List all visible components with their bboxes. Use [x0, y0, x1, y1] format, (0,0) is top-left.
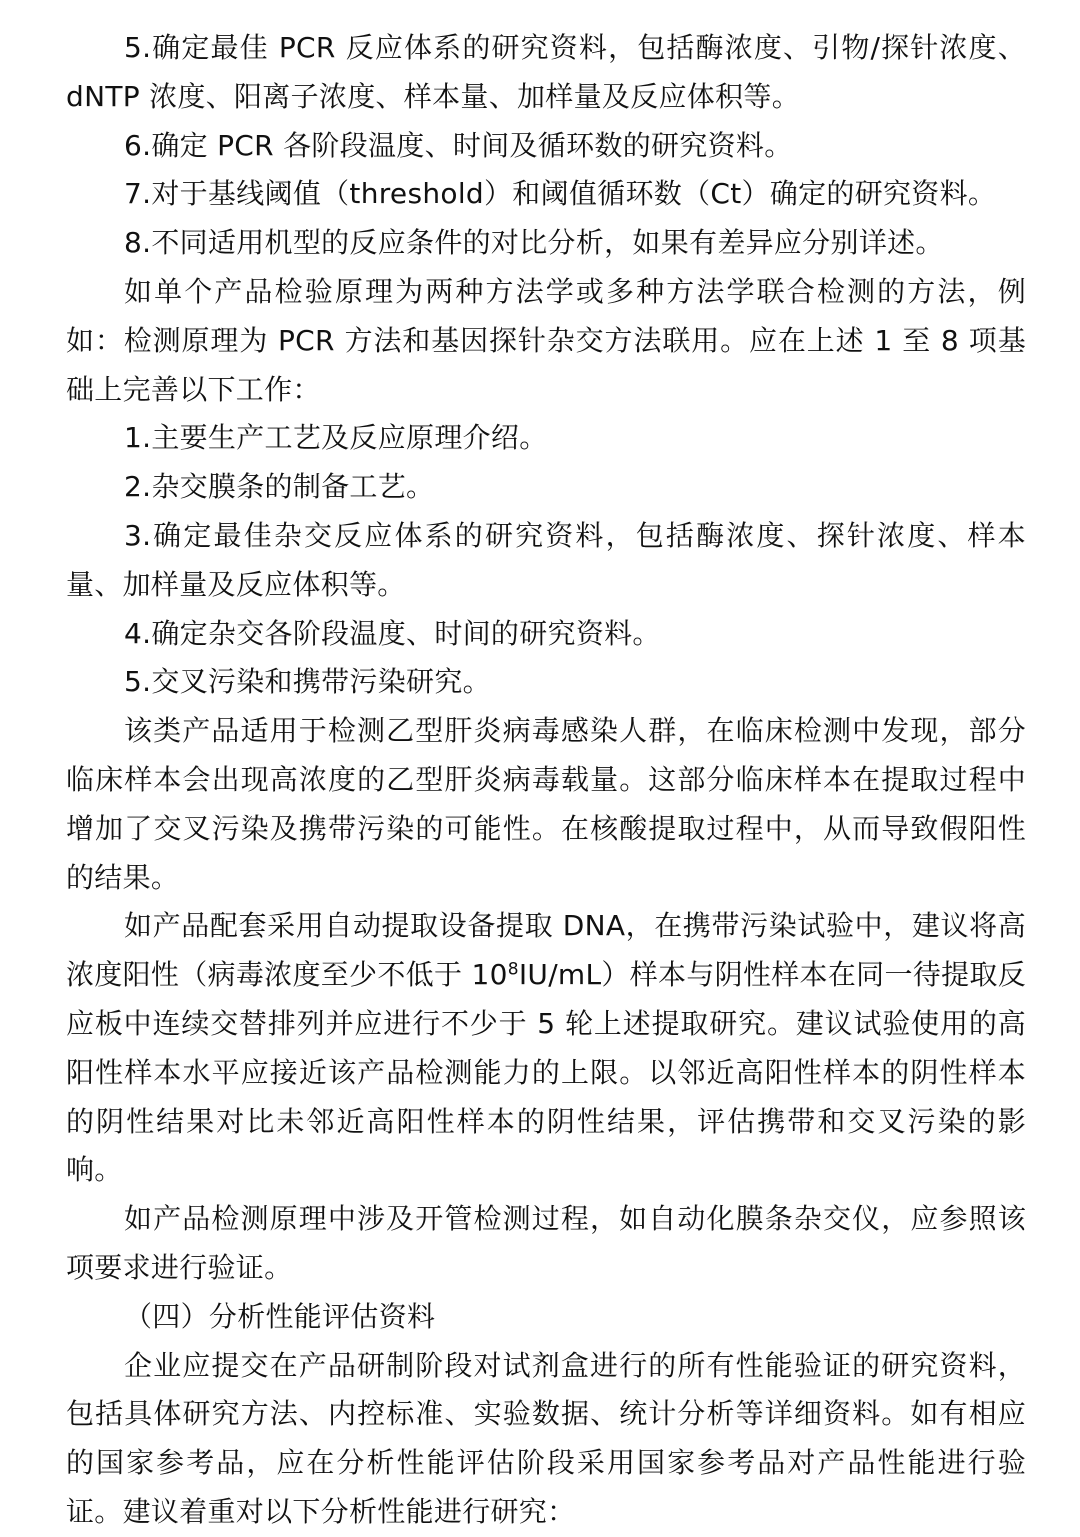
paragraph-pcr-reaction-system: 5.确定最佳 PCR 反应体系的研究资料，包括酶浓度、引物/探针浓度、dNTP 浓度、阳离子浓度、样本量、加样量及反应体积等。: [66, 31, 1026, 113]
paragraph-hbv-clinical-samples: 该类产品适用于检测乙型肝炎病毒感染人群，在临床检测中发现，部分临床样本会出现高浓度的乙型肝炎病毒载量。这部分临床样本在提取过程中增加了交叉污染及携带污染的可能性。在核酸提取过程中，从而导致假阳性的结果。: [66, 714, 1026, 894]
paragraph-hybridization-system: 3.确定最佳杂交反应体系的研究资料，包括酶浓度、探针浓度、样本量、加样量及反应体积等。: [66, 518, 1026, 601]
paragraph-performance-validation: 企业应提交在产品研制阶段对试剂盒进行的所有性能验证的研究资料，包括具体研究方法、内控标准、实验数据、统计分析等详细资料。如有相应的国家参考品，应在分析性能评估阶段采用国家参考品对产品性能进行验证。建议着重对以下分析性能进行研究：: [66, 1348, 1026, 1528]
carryover-text-after: IU/mL）样本与阴性样本在同一待提取反应板中连续交替排列并应进行不少于 5 轮上述提取研究。建议试验使用的高阳性样本水平应接近该产品检测能力的上限。以邻近高阳性样本的阴性样本的阴性结果对比未邻近高阳性样本的阴性结果，评估携带和交叉污染的影响。: [66, 958, 1026, 1187]
paragraph-membrane-preparation: 2.杂交膜条的制备工艺。: [124, 470, 435, 504]
paragraph-process-principle: 1.主要生产工艺及反应原理介绍。: [124, 421, 548, 455]
paragraph-contamination-study: 5.交叉污染和携带污染研究。: [124, 665, 491, 699]
exponent-superscript: 8: [507, 959, 519, 980]
paragraph-carryover-test: [66, 902, 1026, 1195]
paragraph-combined-methods: 如单个产品检验原理为两种方法学或多种方法学联合检测的方法，例如：检测原理为 PCR 方法和基因探针杂交方法联用。应在上述 1 至 8 项基础上完善以下工作：: [66, 274, 1026, 406]
paragraph-threshold-ct: 7.对于基线阈值（threshold）和阈值循环数（Ct）确定的研究资料。: [124, 177, 997, 211]
section-heading-analytical-performance: （四）分析性能评估资料: [124, 1299, 436, 1333]
paragraph-pcr-temperature-cycles: 6.确定 PCR 各阶段温度、时间及循环数的研究资料。: [124, 128, 793, 162]
paragraph-instrument-comparison: 8.不同适用机型的反应条件的对比分析，如果有差异应分别详述。: [124, 226, 944, 260]
document-body: [66, 24, 1026, 1537]
paragraph-open-tube-detection: 如产品检测原理中涉及开管检测过程，如自动化膜条杂交仪，应参照该项要求进行验证。: [66, 1202, 1026, 1284]
paragraph-hybridization-temperature: 4.确定杂交各阶段温度、时间的研究资料。: [124, 616, 661, 650]
carryover-text-before: 如产品配套采用自动提取设备提取 DNA，在携带污染试验中，建议将高浓度阳性（病毒浓度至少不低于 10: [66, 909, 1026, 992]
